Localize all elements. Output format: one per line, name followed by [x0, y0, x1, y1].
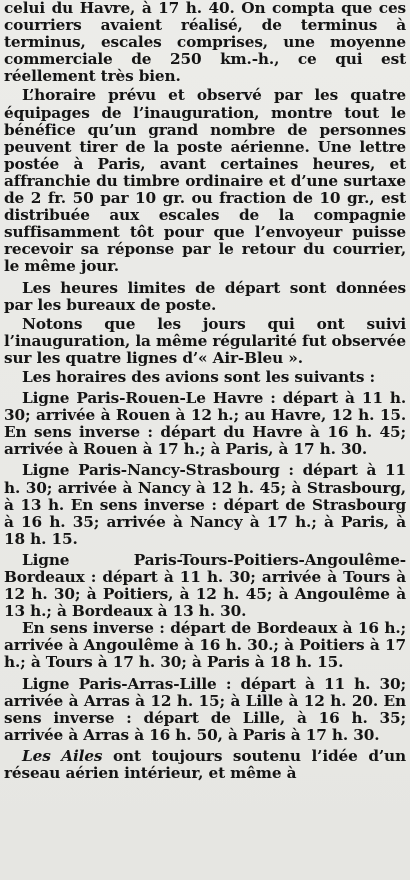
- paragraph-schedules-intro: Les horaires des avions sont les suivants :: [22, 367, 375, 386]
- paragraph-les-ailes: [4, 748, 406, 782]
- publication-title: Les Ailes: [22, 746, 103, 765]
- paragraph-line-arras-lille: Ligne Paris-Arras-Lille : départ à 11 h. 30; arrivée à Arras à 12 h. 15; à Lille à 12 h. 20. En sens inverse : départ de Lille, à 16 h. 35; arrivée à Arras à 16 h. 50, à Paris à 17 h. 30.: [4, 674, 406, 744]
- paragraph-line-bordeaux: Ligne Paris-Tours-Poitiers-Angoulême-Bordeaux : départ à 11 h. 30; arrivée à Tours à 12 h. 30; à Poitiers, à 12 h. 45; à Angoulême à 13 h.; à Bordeaux à 13 h. 30.: [4, 550, 406, 621]
- paragraph-line-nancy-strasbourg: Ligne Paris-Nancy-Strasbourg : départ à 11 h. 30; arrivée à Nancy à 12 h. 45; à Strasbourg, à 13 h. En sens inverse : départ de Strasbourg à 16 h. 35; arrivée à Nancy à 17 h.; à Paris, à 18 h. 15.: [4, 461, 406, 548]
- article-column: [4, 0, 406, 782]
- paragraph-regularity: Notons que les jours qui ont suivi l’inauguration, la même régularité fut observée sur les quatre lignes d’« Air-Bleu ».: [4, 314, 406, 367]
- paragraph-havre-arrival: celui du Havre, à 17 h. 40. On compta que ces courriers avaient réalisé, de terminus à terminus, escales comprises, une moyenne commerciale de 250 km.-h., ce qui est réellement très bien.: [4, 0, 406, 86]
- paragraph-schedule-benefit: L’horaire prévu et observé par les quatre équipages de l’inauguration, montre tout le bénéfice qu’un grand nombre de personnes peuvent tirer de la poste aérienne. Une lettre postée à Paris, avant certaines heures, et affranchie du timbre ordinaire et d’une surtaxe de 2 fr. 50 par 10 gr. ou fraction de 10 gr., est distribuée aux escales de la compagnie suffisamment tôt pour que l’envoyeur puisse recevoir sa réponse par le retour du courrier, le même jour.: [4, 86, 406, 276]
- paragraph-line-rouen-havre: Ligne Paris-Rouen-Le Havre : départ à 11 h. 30; arrivée à Rouen à 12 h.; au Havre, 12 h. 15. En sens inverse : départ du Havre à 16 h. 45; arrivée à Rouen à 17 h.; à Paris, à 17 h. 30.: [4, 389, 406, 459]
- paragraph-line-bordeaux-return: En sens inverse : départ de Bordeaux à 16 h.; arrivée à Angoulême à 16 h. 30.; à Poitiers à 17 h.; à Tours à 17 h. 30; à Paris à 18 h. 15.: [4, 619, 406, 672]
- paragraph-post-limits: Les heures limites de départ sont données par les bureaux de poste.: [4, 278, 406, 314]
- paragraph-les-ailes-text: ont toujours soutenu l’idée d’un réseau aérien intérieur, et même à: [4, 746, 406, 783]
